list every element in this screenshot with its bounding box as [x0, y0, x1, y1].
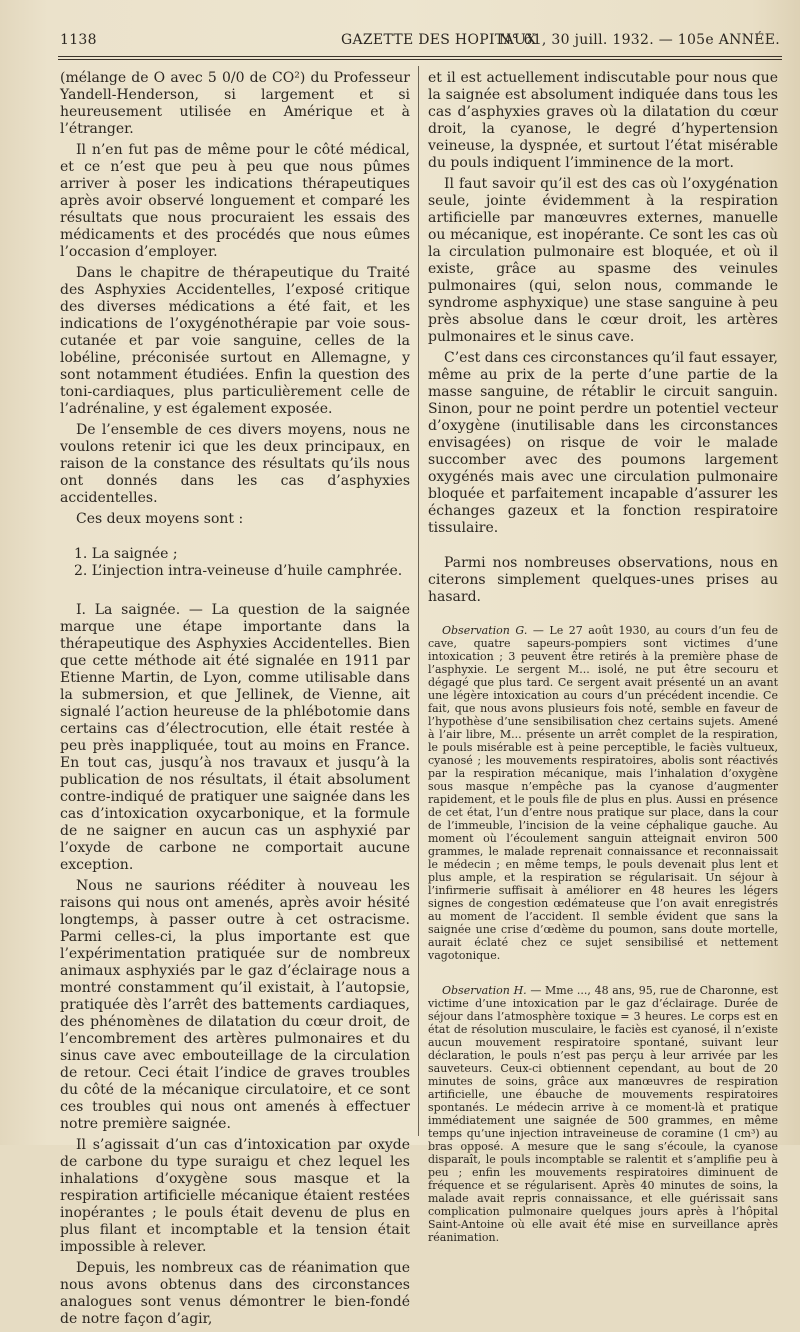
observation-g [428, 624, 778, 962]
spacer [60, 580, 410, 602]
paragraph: Ces deux moyens sont : [76, 511, 244, 527]
observation-g-label: Observation G. [442, 624, 528, 637]
page-number: 1138 [60, 32, 97, 48]
paragraph: Depuis, les nombreux cas de réanimation que nous avons obtenus dans des circonstances analogues sont venus démontrer le bien-fondé de notre façon d’agir, [60, 1260, 410, 1327]
paragraph: et il est actuellement indiscutable pour nous que la saignée est absolument indiquée dans tous les cas d’asphyxies graves où la dilatation du cœur droit, la cyanose, le degré d’hypertension veineuse, la dyspnée, et surtout l’état misérable du pouls indiquent l’imminence de la mort. [428, 70, 778, 171]
section-paragraph-saignee: I. La saignée. — La question de la saignée marque une étape importante dans la thérapeutique des Asphyxies Accidentelles. Bien que cette méthode ait été signalée en 1911 par Etienne Martin, de Lyon, comme utilisable dans la submersion, et que Jellinek, de Vienne, ait signalé l’action heureuse de la phlébotomie dans certains cas d’électrocution, elle était restée à peu près inappliquée, tout au moins en France. En tout cas, jusqu’à nos travaux et jusqu’à la publication de nos résultats, il était absolument contre-indiqué de pratiquer une saignée dans les cas d’intoxication oxycarbonique, et la formule de ne saigner en aucun cas un asphyxié par l’oxyde de carbone ne comportait aucune exception. [60, 602, 410, 873]
column-divider [418, 66, 419, 1136]
header-rule-bottom [58, 59, 782, 60]
journal-title: GAZETTE DES HOPITAUX [341, 32, 537, 48]
paragraph: Il s’agissait d’un cas d’intoxication par oxyde de carbone du type suraigu et chez lequel les inhalations d’oxygène sous masque et la respiration artificielle mécanique étaient restées inopérantes ; le pouls était devenu de plus en plus filant et incomptable et la tension était impossible à relever. [60, 1137, 410, 1255]
page-header [60, 32, 780, 52]
issue-info: N° 61, 30 juill. 1932. — 105e ANNÉE. [498, 32, 780, 48]
observation-h-label: Observation H. [442, 984, 527, 997]
right-column [428, 70, 778, 1252]
spacer [60, 532, 410, 546]
paragraph: Il n’en fut pas de même pour le côté médical, et ce n’est que peu à peu que nous pûmes arriver à poser les indications thérapeutiques après avoir observé longuement et comparé les résultats que nous procuraient les essais des médicaments et des procédés que nous eûmes l’occasion d’employer. [60, 142, 410, 260]
paragraph: C’est dans ces circonstances qu’il faut essayer, même au prix de la perte d’une partie de la masse sanguine, de rétablir le circuit sanguin. Sinon, pour ne point perdre un potentiel vecteur d’oxygène (inutilisable dans les circonstances envisagées) on risque de voir le malade succomber avec des poumons largement oxygénés mais avec une circulation pulmonaire bloquée et parfaitement incapable d’assurer les échanges gazeux et la fonction respiratoire tissulaire. [428, 350, 778, 536]
paragraph: Il faut savoir qu’il est des cas où l’oxygénation seule, jointe évidemment à la respiration artificielle par manœuvres externes, manuelle ou mécanique, est inopérante. Ce sont les cas où la circulation pulmonaire est bloquée, et où il existe, grâce au spasme des veinules pulmonaires (qui, selon nous, commande le syndrome asphyxique) une stase sanguine à peu près absolue dans le cœur droit, les artères pulmonaires et le sinus cave. [428, 176, 778, 345]
paragraph: Nous ne saurions rééditer à nouveau les raisons qui nous ont amenés, après avoir hésité longtemps, à passer outre à cet ostracisme. Parmi celles-ci, la plus importante est que l’expérimentation pratiquée sur de nombreux animaux asphyxiés par le gaz d’éclairage nous a montré constamment qu’il existait, à l’autopsie, pratiquée dès l’arrêt des battements cardiaques, des phénomènes de dilatation du cœur droit, de l’encombrement des artères pulmonaires et du sinus cave avec embouteillage de la circulation de retour. Ceci était l’indice de graves troubles du côté de la mécanique circulatoire, et ce sont ces troubles qui nous ont amenés à effectuer notre première saignée. [60, 878, 410, 1132]
observation-h-text: — Mme ..., 48 ans, 95, rue de Charonne, est victime d’une intoxication par le gaz d’éclairage. Durée de séjour dans l’atmosphère toxique = 3 heures. Le corps est en état de résolution musculaire, le faciès est cyanosé, il n’existe aucun mouvement respiratoire spontané, suivant leur déclaration, le pouls n’est pas perçu à leur arrivée par les sauveteurs. Ceux-ci obtiennent cependant, au bout de 20 minutes de soins, grâce aux manœuvres de respiration artificielle, une ébauche de mouvements respiratoires spontanés. Le médecin arrive à ce moment-là et pratique immédiatement une saignée de 500 grammes, en même temps qu’une injection intraveineuse de coramine (1 cm³) au bras opposé. A mesure que le sang s’écoule, la cyanose disparaît, le pouls incomptable se ralentit et s’amplifie peu à peu ; enfin les mouvements respiratoires diminuent de fréquence et se régularisent. Après 40 minutes de soins, la malade avait repris connaissance, et elle guérissait sans complication pulmonaire quelques jours après à l’hôpital Saint-Antoine où elle avait été mise en surveillance après réanimation. [428, 984, 779, 1244]
spacer [428, 541, 778, 555]
list-item: 2. L’injection intra-veineuse d’huile camphrée. [74, 563, 403, 579]
paragraph: (mélange de O avec 5 0/0 de CO²) du Professeur Yandell-Henderson, si largement et si heureusement utilisée en Amérique et à l’étranger. [60, 70, 410, 137]
spacer [428, 970, 778, 984]
header-rule-top [58, 56, 782, 57]
spacer [428, 610, 778, 624]
observation-g-text: — Le 27 août 1930, au cours d’un feu de cave, quatre sapeurs-pompiers sont victimes d’une intoxication ; 3 peuvent être retirés à la première phase de l’asphyxie. Le sergent M... isolé, ne put être secouru et dégagé que plus tard. Ce sergent avait présenté un an avant une légère intoxication au cours d’un précédent incendie. Ce fait, que nous avons plusieurs fois noté, semble en faveur de l’hypothèse d’une sensibilisation chez certains sujets. Amené à l’air libre, M... présente un arrêt complet de la respiration, le pouls misérable est à peine perceptible, le faciès vultueux, cyanosé ; les mouvements respiratoires, abolis sont réactivés par la respiration mécanique, mais l’inhalation d’oxygène sous masque n’empêche pas la cyanose d’augmenter rapidement, et le pouls file de plus en plus. Aussi en présence de cet état, l’un d’entre nous pratique sur place, dans la cour de l’immeuble, l’incision de la veine céphalique gauche. Au moment où l’écoulement sanguin atteignait environ 500 grammes, le malade reprenait connaissance et reconnaissait le médecin ; en même temps, le pouls devenait plus lent et plus ample, et la respiration se régularisait. Un séjour à l’infirmerie suffisait à améliorer en 48 heures les légers signes de congestion œdémateuse que l’on avait enregistrés au moment de l’accident. Il semble évident que sans la saignée une crise d’œdème du poumon, sans doute mortelle, aurait éclaté chez ce sujet sensibilisé et nettement vagotonique. [428, 624, 779, 962]
observation-h [428, 984, 778, 1244]
paragraph: De l’ensemble de ces divers moyens, nous ne voulons retenir ici que les deux principaux, en raison de la constance des résultats qu’ils nous ont donnés dans les cas d’asphyxies accidentelles. [60, 422, 410, 506]
left-column [60, 70, 410, 1332]
list-item: 1. La saignée ; [74, 546, 178, 562]
paragraph: Parmi nos nombreuses observations, nous en citerons simplement quelques-unes prises au hasard. [428, 555, 778, 605]
paragraph: Dans le chapitre de thérapeutique du Traité des Asphyxies Accidentelles, l’exposé critique des diverses médications a été fait, et les indications de l’oxygénothérapie par voie sous-cutanée et par voie sanguine, celles de la lobéline, préconisée surtout en Allemagne, y sont notamment étudiées. Enfin la question des toni-cardiaques, plus particulièrement celle de l’adrénaline, y est également exposée. [60, 265, 410, 417]
